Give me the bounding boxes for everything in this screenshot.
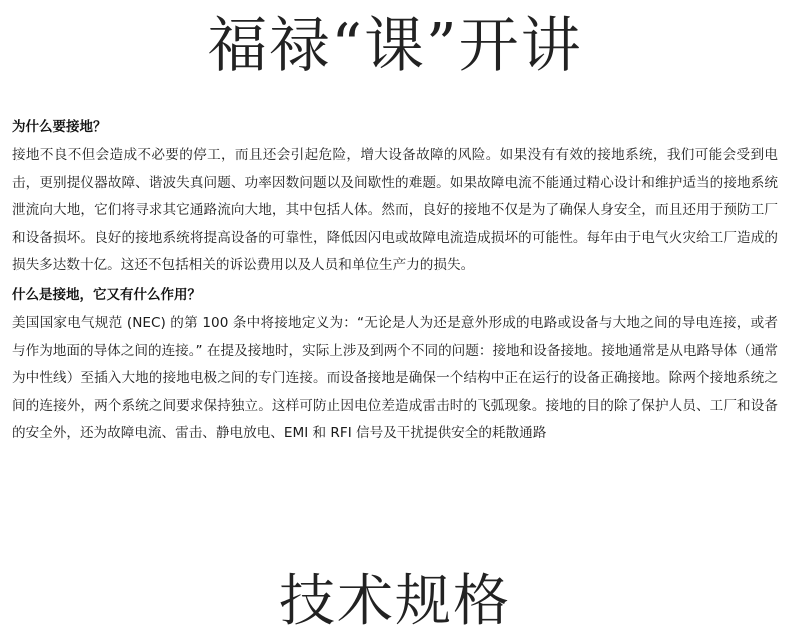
question-heading-why-ground: 为什么要接地？ bbox=[12, 119, 107, 135]
article-body bbox=[12, 112, 778, 448]
paragraph-why-ground: 接地不良不但会造成不必要的停工，而且还会引起危险，增大设备故障的风险。如果没有有效的接地系统，我们可能会受到电击，更别提仪器故障、谐波失真问题、功率因数问题以及间歇性的难题。如果故障电流不能通过精心设计和维护适当的接地系统泄流向大地，它们将寻求其它通路流向大地，其中包括人体。然而，良好的接地不仅是为了确保人身安全，而且还用于预防工厂和设备损坏。良好的接地系统将提高设备的可靠性，降低因闪电或故障电流造成损坏的可能性。每年由于电气火灾给工厂造成的损失多达数十亿。这还不包括相关的诉讼费用以及人员和单位生产力的损失。 bbox=[12, 147, 778, 274]
paragraph-what-is-ground: 美国国家电气规范 (NEC) 的第 100 条中将接地定义为：“无论是人为还是意外形成的电路或设备与大地之间的导电连接，或者与作为地面的导体之间的连接。” 在提及接地时，实际上涉及到两个不同的问题：接地和设备接地。接地通常是从电路导体（通常为中性线）至插入大地的接地电极之间的专门连接。而设备接地是确保一个结构中正在运行的设备正确接地。除两个接地系统之间的连接外，两个系统之间要求保持独立。这样可防止因电位差造成雷击时的飞弧现象。接地的目的除了保护人员、工厂和设备的安全外，还为故障电流、雷击、静电放电、EMI 和 RFI 信号及干扰提供安全的耗散通路 bbox=[12, 314, 778, 442]
question-heading-what-is-ground: 什么是接地，它又有什么作用？ bbox=[12, 286, 201, 303]
page-title: 福禄“课”开讲 bbox=[207, 11, 583, 81]
section-title-specs: 技术规格 bbox=[279, 569, 511, 634]
